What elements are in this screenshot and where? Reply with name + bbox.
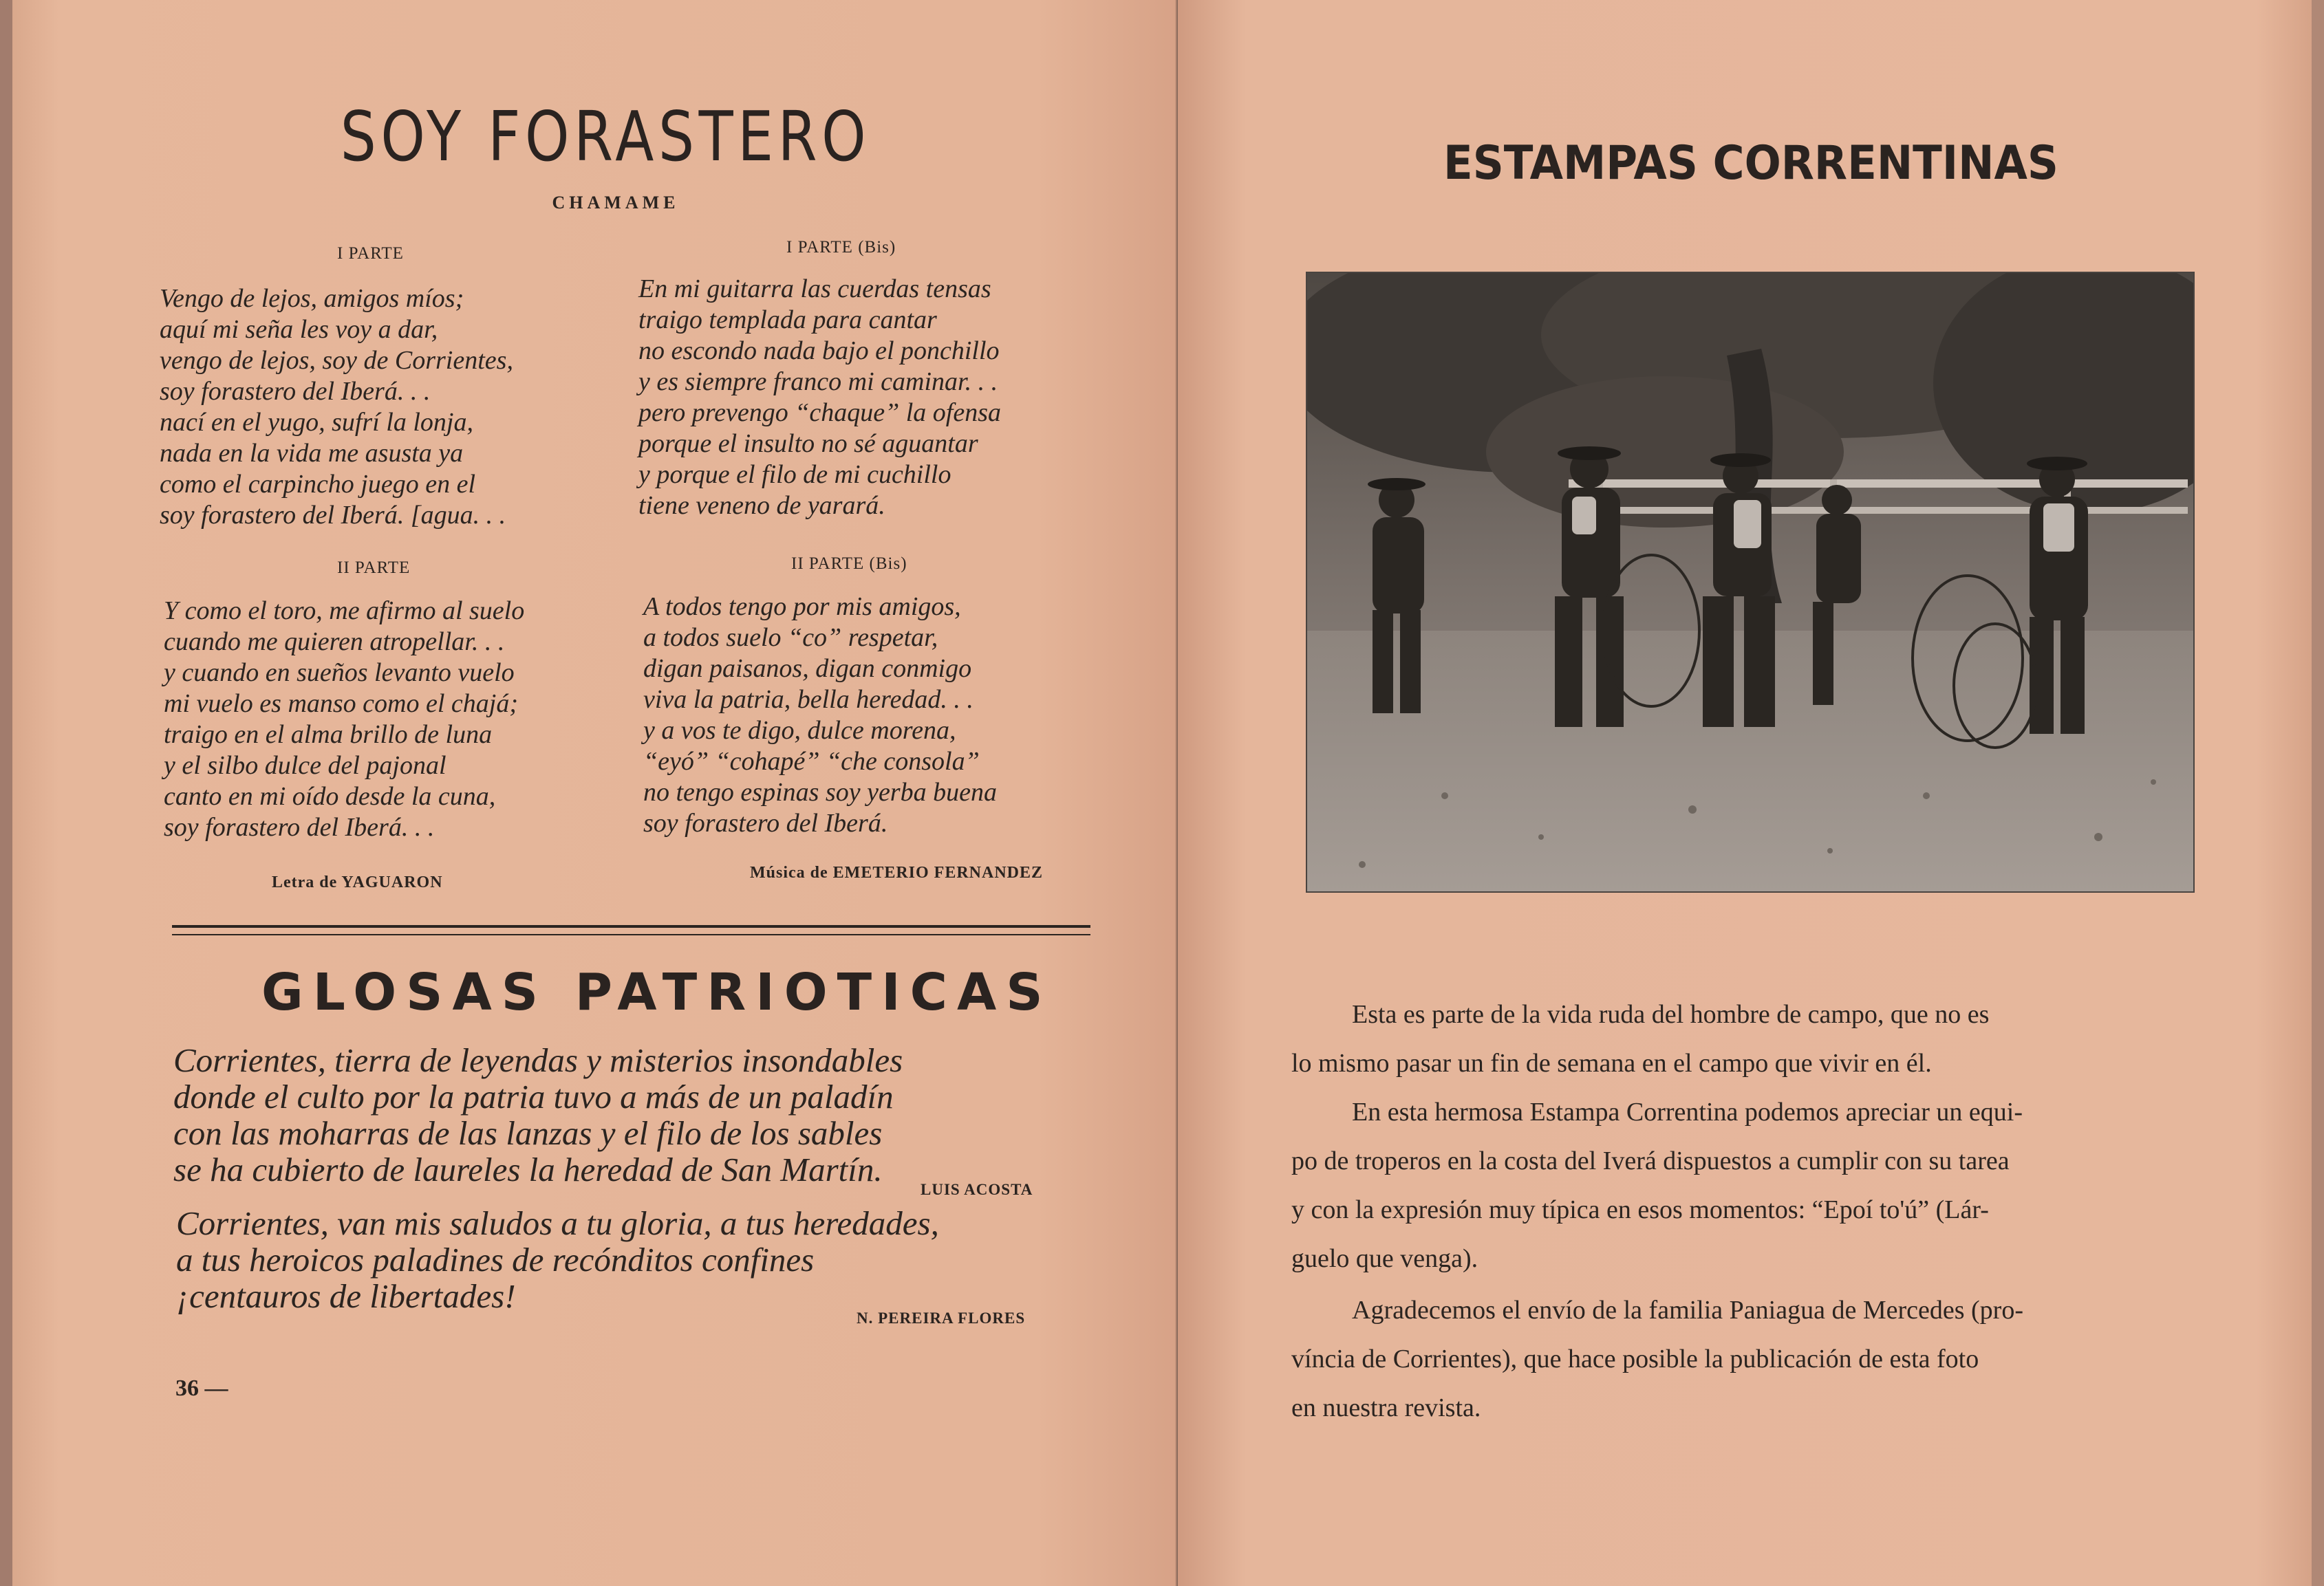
body-line: Agradecemos el envío de la familia Paniagua de Mercedes (pro- bbox=[1352, 1296, 2023, 1325]
verse-line: mi vuelo es manso como el chajá; bbox=[164, 689, 518, 718]
verse-line: En mi guitarra las cuerdas tensas bbox=[638, 274, 991, 303]
verse-line: y a vos te digo, dulce morena, bbox=[643, 716, 956, 745]
part1bis-label: I PARTE (Bis) bbox=[786, 238, 896, 257]
part2-label: II PARTE bbox=[337, 558, 411, 577]
glosa-line: con las moharras de las lanzas y el filo de los sables bbox=[173, 1114, 883, 1152]
verse-part2bis bbox=[643, 591, 997, 839]
body-line: lo mismo pasar un fin de semana en el campo que vivir en él. bbox=[1291, 1049, 1932, 1078]
verse-line: soy forastero del Iberá. . . bbox=[164, 813, 435, 842]
body-line: po de troperos en la costa del Iverá dispuestos a cumplir con su tarea bbox=[1291, 1147, 2010, 1175]
verse-line: canto en mi oído desde la cuna, bbox=[164, 782, 496, 811]
verse-line: soy forastero del Iberá. bbox=[643, 809, 888, 838]
verse-line: porque el insulto no sé aguantar bbox=[638, 429, 978, 458]
verse-line: a todos suelo “co” respetar, bbox=[643, 623, 938, 652]
glosa-line: Corrientes, tierra de leyendas y misterios insondables bbox=[173, 1041, 903, 1079]
part2bis-label: II PARTE (Bis) bbox=[791, 554, 907, 573]
verse-part2 bbox=[164, 596, 524, 843]
verse-line: soy forastero del Iberá. . . bbox=[160, 377, 431, 406]
verse-line: Y como el toro, me afirmo al suelo bbox=[164, 596, 525, 625]
body-line: Esta es parte de la vida ruda del hombre de campo, que no es bbox=[1352, 1000, 1990, 1029]
music-credit: Música de EMETERIO FERNANDEZ bbox=[750, 864, 1044, 882]
article-body bbox=[1291, 990, 2023, 1433]
book-edge-right bbox=[2312, 0, 2324, 1586]
verse-line: tiene veneno de yarará. bbox=[638, 491, 885, 520]
verse-line: A todos tengo por mis amigos, bbox=[643, 592, 961, 621]
verse-line: viva la patria, bella heredad. . . bbox=[643, 685, 973, 714]
verse-line: y porque el filo de mi cuchillo bbox=[638, 460, 951, 489]
verse-line: soy forastero del Iberá. [agua. . . bbox=[160, 501, 506, 530]
song-title: SOY FORASTERO bbox=[340, 96, 871, 177]
body-line: víncia de Corrientes), que hace posible la publicación de esta foto bbox=[1291, 1345, 1979, 1373]
verse-line: nada en la vida me asusta ya bbox=[160, 439, 464, 468]
page-number: 36 — bbox=[175, 1376, 228, 1401]
lyrics-credit: Letra de YAGUARON bbox=[272, 873, 443, 891]
verse-line: como el carpincho juego en el bbox=[160, 470, 476, 499]
verse-line: Vengo de lejos, amigos míos; bbox=[160, 284, 464, 313]
verse-line: y cuando en sueños levanto vuelo bbox=[164, 658, 515, 687]
glosa-line: a tus heroicos paladines de recónditos confines bbox=[176, 1241, 815, 1279]
verse-line: “eyó” “cohapé” “che consola” bbox=[643, 747, 980, 776]
verse-line: y el silbo dulce del pajonal bbox=[164, 751, 446, 780]
verse-line: traigo templada para cantar bbox=[638, 305, 937, 334]
verse-line: traigo en el alma brillo de luna bbox=[164, 720, 493, 749]
verse-line: pero prevengo “chaque” la ofensa bbox=[638, 398, 1001, 427]
part1-label: I PARTE bbox=[337, 244, 404, 263]
verse-part1bis bbox=[638, 274, 1001, 521]
verse-line: no tengo espinas soy yerba buena bbox=[643, 778, 997, 807]
body-line: guelo que venga). bbox=[1291, 1244, 1478, 1273]
song-genre: CHAMAME bbox=[552, 193, 680, 213]
photo-illustration bbox=[1307, 273, 2193, 891]
verse-part1 bbox=[160, 283, 513, 531]
verse-line: y es siempre franco mi caminar. . . bbox=[638, 367, 998, 396]
verse-line: cuando me quieren atropellar. . . bbox=[164, 627, 505, 656]
section-divider bbox=[172, 925, 1090, 928]
glosa-line: ¡centauros de libertades! bbox=[176, 1277, 516, 1315]
glosa-line: donde el culto por la patria tuvo a más de un paladín bbox=[173, 1078, 894, 1116]
glosa-line: se ha cubierto de laureles la heredad de San Martín. bbox=[173, 1151, 883, 1188]
verse-line: nací en el yugo, sufrí la lonja, bbox=[160, 408, 473, 437]
glosa-author-1: LUIS ACOSTA bbox=[921, 1181, 1033, 1198]
verse-line: vengo de lejos, soy de Corrientes, bbox=[160, 346, 513, 375]
glosa-line: Corrientes, van mis saludos a tu gloria, a tus heredades, bbox=[176, 1204, 939, 1242]
glosas-title: GLOSAS PATRIOTICAS bbox=[261, 963, 1053, 1022]
article-title: ESTAMPAS CORRENTINAS bbox=[1443, 136, 2058, 191]
section-divider-thin bbox=[172, 934, 1090, 935]
article-photo bbox=[1306, 272, 2195, 893]
glosa-stanza-2 bbox=[176, 1205, 939, 1314]
verse-line: aquí mi seña les voy a dar, bbox=[160, 315, 438, 344]
verse-line: digan paisanos, digan conmigo bbox=[643, 654, 972, 683]
glosa-stanza-1 bbox=[173, 1042, 903, 1188]
verse-line: no escondo nada bajo el ponchillo bbox=[638, 336, 1000, 365]
body-line: En esta hermosa Estampa Correntina podemos apreciar un equi- bbox=[1352, 1098, 2023, 1127]
body-line: en nuestra revista. bbox=[1291, 1393, 1481, 1422]
glosa-author-2: N. PEREIRA FLORES bbox=[857, 1310, 1026, 1327]
body-line: y con la expresión muy típica en esos momentos: “Epoí to'ú” (Lár- bbox=[1291, 1195, 1989, 1224]
